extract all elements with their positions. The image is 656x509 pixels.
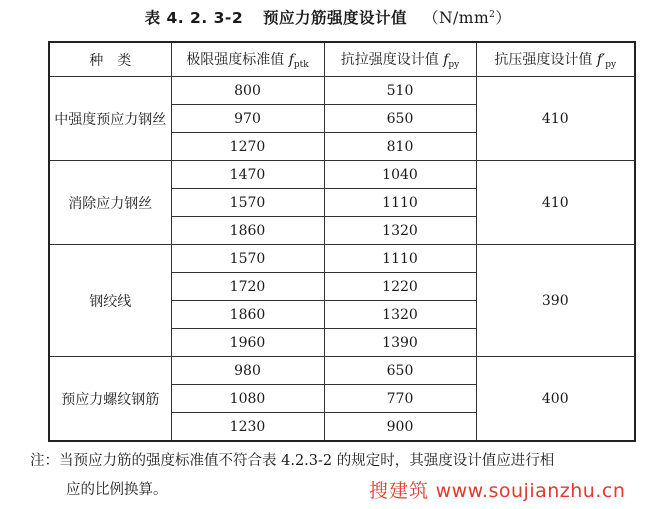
py-value: 770 xyxy=(324,385,476,413)
ptk-value: 1230 xyxy=(171,413,324,442)
ptk-value: 1570 xyxy=(171,189,324,217)
py-value: 1320 xyxy=(324,301,476,329)
header-row xyxy=(49,42,635,77)
footnote-line-2: 应的比例换算。 xyxy=(66,482,168,498)
strength-table xyxy=(48,41,636,442)
py-value: 900 xyxy=(324,413,476,442)
compression-value: 410 xyxy=(476,161,635,245)
footnote-line-1: 注：当预应力筋的强度标准值不符合表 4.2.3-2 的规定时，其强度设计值应进行相 xyxy=(30,453,555,469)
ptk-value: 1860 xyxy=(171,301,324,329)
py-value: 1320 xyxy=(324,217,476,245)
py-value: 1390 xyxy=(324,329,476,357)
ptk-value: 1860 xyxy=(171,217,324,245)
category-name: 中强度预应力钢丝 xyxy=(49,77,171,161)
table-title xyxy=(0,6,656,28)
py-value: 650 xyxy=(324,357,476,385)
ptk-value: 1470 xyxy=(171,161,324,189)
table-row xyxy=(49,77,635,105)
table-row xyxy=(49,357,635,385)
watermark: 搜建筑 www.soujianzhu.cn xyxy=(369,480,626,502)
category-name: 预应力螺纹钢筋 xyxy=(49,357,171,442)
py-value: 650 xyxy=(324,105,476,133)
ptk-value: 970 xyxy=(171,105,324,133)
table-title-text: 预应力筋强度设计值 xyxy=(263,9,408,27)
py-value: 1110 xyxy=(324,245,476,273)
ptk-value: 1080 xyxy=(171,385,324,413)
category-name: 钢绞线 xyxy=(49,245,171,357)
py-value: 1040 xyxy=(324,161,476,189)
compression-value: 400 xyxy=(476,357,635,442)
py-value: 1220 xyxy=(324,273,476,301)
table-body xyxy=(49,77,635,442)
header-type: 种 类 xyxy=(49,42,171,77)
compression-value: 390 xyxy=(476,245,635,357)
ptk-value: 1270 xyxy=(171,133,324,161)
ptk-value: 800 xyxy=(171,77,324,105)
ptk-value: 1570 xyxy=(171,245,324,273)
ptk-value: 1960 xyxy=(171,329,324,357)
py-value: 810 xyxy=(324,133,476,161)
table-unit: $(N/mm^2)$ xyxy=(422,9,512,27)
compression-value: 410 xyxy=(476,77,635,161)
py-value: 1110 xyxy=(324,189,476,217)
table-row xyxy=(49,245,635,273)
table-row xyxy=(49,161,635,189)
category-name: 消除应力钢丝 xyxy=(49,161,171,245)
ptk-value: 980 xyxy=(171,357,324,385)
header-ptk: 极限强度标准值 $f_{ptk}$ xyxy=(171,42,324,77)
header-pyc: 抗压强度设计值 $f'_{py}$ xyxy=(476,42,635,77)
ptk-value: 1720 xyxy=(171,273,324,301)
header-py: 抗拉强度设计值 $f_{py}$ xyxy=(324,42,476,77)
py-value: 510 xyxy=(324,77,476,105)
table-number: 表 4. 2. 3-2 xyxy=(144,9,244,27)
